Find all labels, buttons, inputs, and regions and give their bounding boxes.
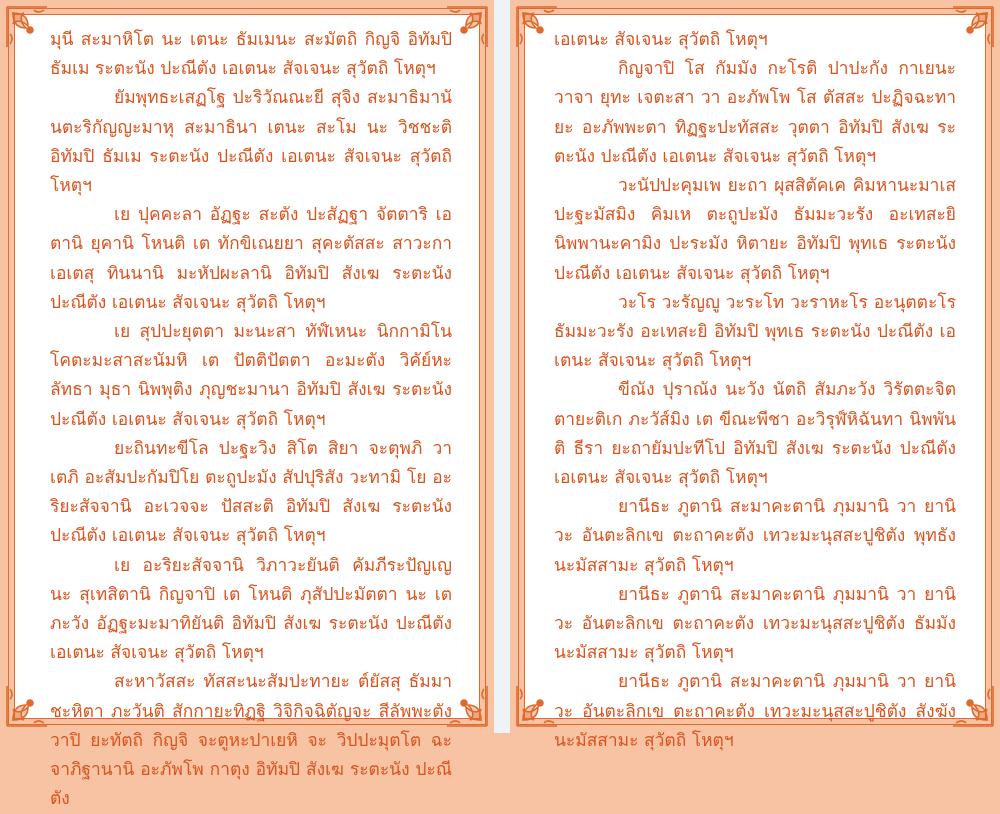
paragraph: ยะถินทะขีโล ปะฐะวิง สิโต สิยา จะตุพภิ วาเตภิ อะสัมปะกัมปิโย ตะถูปะมัง สัปปุริสัง วะทามิ โย อะริยะสัจจานิ อะเวจจะ ปัสสะติ อิทัมปิ สังเฆ ระตะนัง ปะณีตัง เอเตนะ สัจเจนะ สุวัตถิ โหตุฯ bbox=[50, 438, 452, 547]
paragraph: เย สุปปะยุตตา มะนะสา ทัฬ์เหนะ นิกกามิโน โคตะมะสาสะนัมหิ เต ปัตติปัตตา อะมะตัง วิคัย์หะ ลัทธา มุธา นิพพุติง ภุญชะมานา อิทัมปิ สังเฆ ระตะนัง ปะณีตัง เอเตนะ สัจเจนะ สุวัตถิ โหตุฯ bbox=[50, 322, 452, 430]
left-page-text bbox=[50, 26, 452, 810]
right-page-text bbox=[554, 26, 956, 751]
paragraph: เย ปุคคะลา อัฏฐะ สะตัง ปะสัฏฐา จัตตาริ เอตานิ ยุคานิ โหนติ เต ทักขิเณยยา สุคะตัสสะ สาวะกา เอเตสุ ทินนานิ มะหัปผะลานิ อิทัมปิ สังเฆ ระตะนัง ปะณีตัง เอเตนะ สัจเจนะ สุวัตถิ โหตุฯ bbox=[50, 205, 452, 313]
paragraph: เอเตนะ สัจเจนะ สุวัตถิ โหตุฯ bbox=[554, 30, 768, 50]
paragraph: วะโร วะรัญญู วะระโท วะราหะโร อะนุตตะโร ธัมมะวะรัง อะเทสะยิ อิทัมปิ พุทเธ ระตะนัง ปะณีตัง เอเตนะ สัจเจนะ สุวัตถิ โหตุฯ bbox=[554, 292, 956, 372]
paragraph: มุนี สะมาหิโต นะ เตนะ ธัมเมนะ สะมัตถิ กิญจิ อิทัมปิ ธัมเม ระตะนัง ปะณีตัง เอเตนะ สัจเจนะ สุวัตถิ โหตุฯ bbox=[50, 30, 452, 80]
floral-corner-ornament-icon bbox=[950, 4, 996, 50]
floral-corner-ornament-icon bbox=[4, 683, 50, 729]
floral-corner-ornament-icon bbox=[950, 683, 996, 729]
right-page bbox=[510, 0, 1000, 751]
paragraph: ยานีธะ ภูตานิ สะมาคะตานิ ภุมมานิ วา ยานิวะ อันตะลิกเข ตะถาคะตัง เทวะมะนุสสะปูชิตัง ธัมมัง นะมัสสามะ สุวัตถิ โหตุฯ bbox=[554, 584, 956, 664]
paragraph: วะนัปปะคุมเพ ยะถา ผุสสิตัคเค คิมหานะมาเส ปะฐะมัสมิง คิมเห ตะถูปะมัง ธัมมะวะรัง อะเทสะยิ นิพพานะคามิง ปะระมัง หิตายะ อิทัมปิ พุทเธ ระตะนัง ปะณีตัง เอเตนะ สัจเจนะ สุวัตถิ โหตุฯ bbox=[554, 176, 956, 284]
floral-corner-ornament-icon bbox=[4, 4, 50, 50]
paragraph: กิญจาปิ โส กัมมัง กะโรติ ปาปะกัง กาเยนะ วาจา ยุทะ เจตะสา วา อะภัพโพ โส ตัสสะ ปะฏิจฉะทายะ อะภัพพะตา ทิฏฐะปะทัสสะ วุตตา อิทัมปิ สังเฆ ระตะนัง ปะณีตัง เอเตนะ สัจเจนะ สุวัตถิ โหตุฯ bbox=[554, 59, 956, 167]
paragraph: เย อะริยะสัจจานิ วิภาวะยันติ คัมภีระปัญเญนะ สุเทสิตานิ กิญจาปิ เต โหนติ ภุสัปปะมัตตา นะ เต ภะวัง อัฏฐะมะมาทิยันติ อิทัมปิ สังเฆ ระตะนัง ปะณีตัง เอเตนะ สัจเจนะ สุวัตถิ โหตุฯ bbox=[50, 555, 452, 664]
paragraph: ยานีธะ ภูตานิ สะมาคะตานิ ภุมมานิ วา ยานิวะ อันตะลิกเข ตะถาคะตัง เทวะมะนุสสะปูชิตัง พุทธัง นะมัสสามะ สุวัตถิ โหตุฯ bbox=[554, 497, 956, 576]
paragraph: ยานีธะ ภูตานิ สะมาคะตานิ ภุมมานิ วา ยานิวะ อันตะลิกเข ตะถาคะตัง เทวะมะนุสสะปูชิตัง สังฆัง นะมัสสามะ สุวัตถิ โหตุฯ bbox=[554, 672, 956, 751]
paragraph: ขีณัง ปุราณัง นะวัง นัตถิ สัมภะวัง วิรัตตะจิตตายะติเก ภะวัส์มิง เต ขีณะพีชา อะวิรุฬ์หิฉันทา นิพพันติ ธีรา ยะถายัมปะทีโป อิทัมปิ สังเฆ ระตะนัง ปะณีตัง เอเตนะ สัจเจนะ สุวัตถิ โหตุฯ bbox=[554, 380, 956, 489]
page-gutter bbox=[494, 0, 510, 733]
paragraph: สะหาวัสสะ ทัสสะนะสัมปะทายะ ต์ยัสสุ ธัมมา ชะหิตา ภะวันติ สักกายะทิฏฐิ วิจิกิจฉิตัญจะ สีลัพพะตัง วาปิ ยะทัตถิ กิญจิ จะตูหะปาเยหิ จะ วิปปะมุตโต ฉะ จาภิฐานานิ อะภัพโพ กาตุง อิทัมปิ สังเฆ ระตะนัง ปะณีตัง bbox=[50, 672, 452, 810]
left-page bbox=[0, 0, 494, 810]
paragraph: ยัมพุทธะเสฏโฐ ปะริวัณณะยี สุจิง สะมาธิมานันตะริกัญญะมาหุ สะมาธินา เตนะ สะโม นะ วิชชะติ อิทัมปิ ธัมเม ระตะนัง ปะณีตัง เอเตนะ สัจเจนะ สุวัตถิ โหตุฯ bbox=[50, 88, 452, 197]
